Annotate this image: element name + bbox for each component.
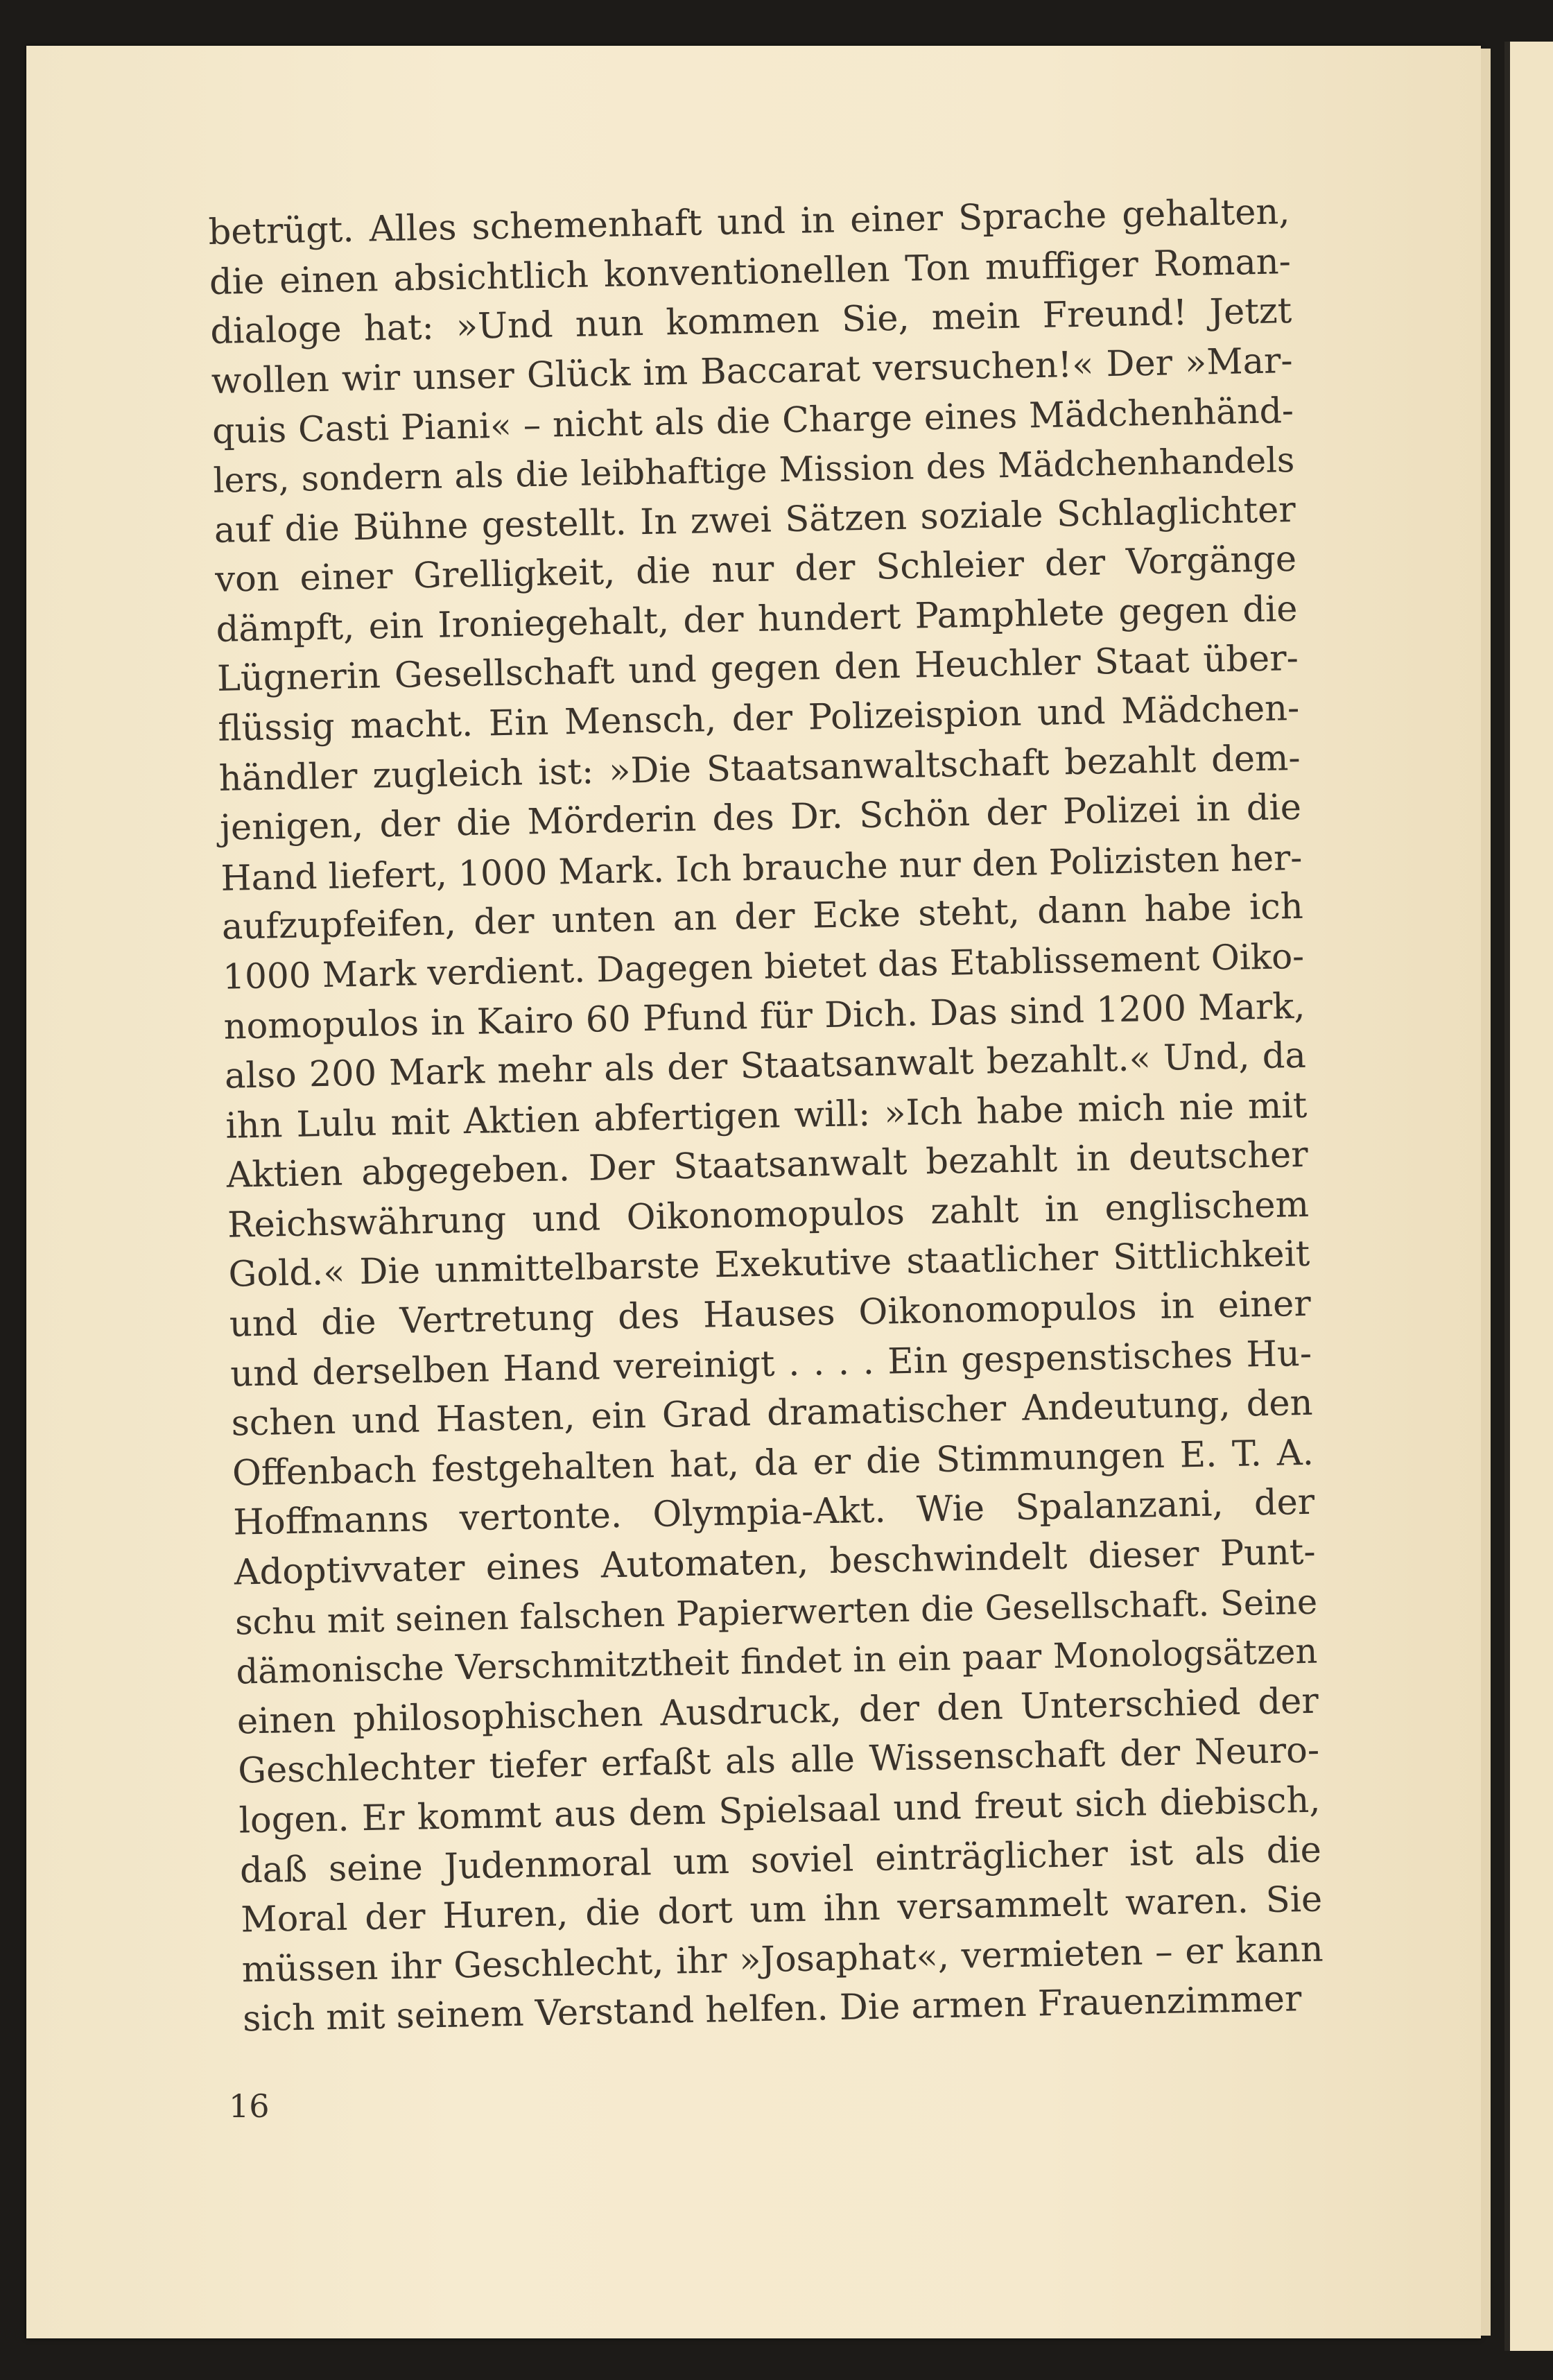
text-line: Reichswährung und Oikonomopulos zahlt in englischem xyxy=(227,1184,1310,1246)
text-line: also 200 Mark mehr als der Staatsanwalt bezahlt.« Und, da xyxy=(224,1035,1307,1097)
text-line: Lügnerin Gesellschaft und gegen den Heuchler Staat über- xyxy=(216,638,1299,700)
text-line: lers, sondern als die leibhaftige Mission des Mädchenhandels xyxy=(212,439,1295,501)
text-line: ihn Lulu mit Aktien abfertigen will: »Ich habe mich nie mit xyxy=(225,1085,1308,1147)
text-line: auf die Bühne gestellt. In zwei Sätzen soziale Schlaglichter xyxy=(214,489,1296,551)
page-fore-edge xyxy=(1481,49,1491,2336)
text-line: dämpft, ein Ironiegehalt, der hundert Pamphlete gegen die xyxy=(216,588,1298,650)
text-line: aufzupfeifen, der unten an der Ecke steht, dann habe ich xyxy=(221,886,1304,949)
text-line: logen. Er kommt aus dem Spielsaal und freut sich diebisch, xyxy=(238,1779,1321,1842)
text-line: schu mit seinen falschen Papierwerten die Gesellschaft. Seine xyxy=(234,1581,1318,1643)
text-line: Hand liefert, 1000 Mark. Ich brauche nur den Polizisten her- xyxy=(220,836,1303,899)
text-line: quis Casti Piani« – nicht als die Charge eines Mädchenhänd- xyxy=(211,390,1294,452)
text-line: jenigen, der die Mörderin des Dr. Schön der Polizei in die xyxy=(219,787,1302,849)
next-page-edge xyxy=(1504,42,1553,2351)
text-line: betrügt. Alles schemenhaft und in einer Sprache gehalten, xyxy=(208,191,1290,253)
text-line: einen philosophischen Ausdruck, der den Unterschied der xyxy=(236,1680,1319,1743)
text-line: sich mit seinem Verstand helfen. Die armen Frauenzimmer xyxy=(242,1978,1302,2040)
text-line: von einer Grelligkeit, die nur der Schleier der Vorgänge xyxy=(214,539,1297,601)
text-line: dämonische Verschmitztheit findet in ein paar Monologsätzen xyxy=(235,1630,1318,1692)
text-line: die einen absichtlich konventionellen Ton muffiger Roman- xyxy=(209,241,1292,303)
text-line: flüssig macht. Ein Mensch, der Polizeispion und Mädchen- xyxy=(217,687,1300,750)
page-number: 16 xyxy=(229,2087,270,2125)
text-line: 1000 Mark verdient. Dagegen bietet das Etablissement Oiko- xyxy=(222,935,1305,997)
text-line: Moral der Huren, die dort um ihn versammelt waren. Sie xyxy=(240,1879,1323,1941)
text-line: wollen wir unser Glück im Baccarat versuchen!« Der »Mar- xyxy=(211,340,1294,402)
text-line: Geschlechter tiefer erfaßt als alle Wissenschaft der Neuro- xyxy=(237,1730,1320,1792)
text-line: Gold.« Die unmittelbarste Exekutive staatlicher Sittlichkeit xyxy=(227,1234,1310,1296)
body-text xyxy=(208,187,1325,2044)
text-line: und die Vertretung des Hauses Oikonomopulos in einer xyxy=(229,1283,1312,1345)
text-line: nomopulos in Kairo 60 Pfund für Dich. Das sind 1200 Mark, xyxy=(223,985,1305,1048)
text-line: Adoptivvater eines Automaten, beschwindelt dieser Punt- xyxy=(234,1531,1317,1594)
text-line: und derselben Hand vereinigt . . . . Ein gespenstisches Hu- xyxy=(229,1333,1312,1395)
text-line: händler zugleich ist: »Die Staatsanwaltschaft bezahlt dem- xyxy=(218,737,1301,800)
text-line: Offenbach festgehalten hat, da er die Stimmungen E. T. A. xyxy=(232,1432,1315,1494)
text-line: dialoge hat: »Und nun kommen Sie, mein Freund! Jetzt xyxy=(209,291,1292,353)
text-line: daß seine Judenmoral um soviel einträglicher ist als die xyxy=(239,1829,1322,1892)
text-line: müssen ihr Geschlecht, ihr »Josaphat«, vermieten – er kann xyxy=(241,1929,1324,1991)
text-line: Hoffmanns vertonte. Olympia-Akt. Wie Spalanzani, der xyxy=(232,1482,1315,1544)
text-line: Aktien abgegeben. Der Staatsanwalt bezahlt in deutscher xyxy=(226,1135,1309,1197)
text-line: schen und Hasten, ein Grad dramatischer Andeutung, den xyxy=(231,1382,1313,1445)
